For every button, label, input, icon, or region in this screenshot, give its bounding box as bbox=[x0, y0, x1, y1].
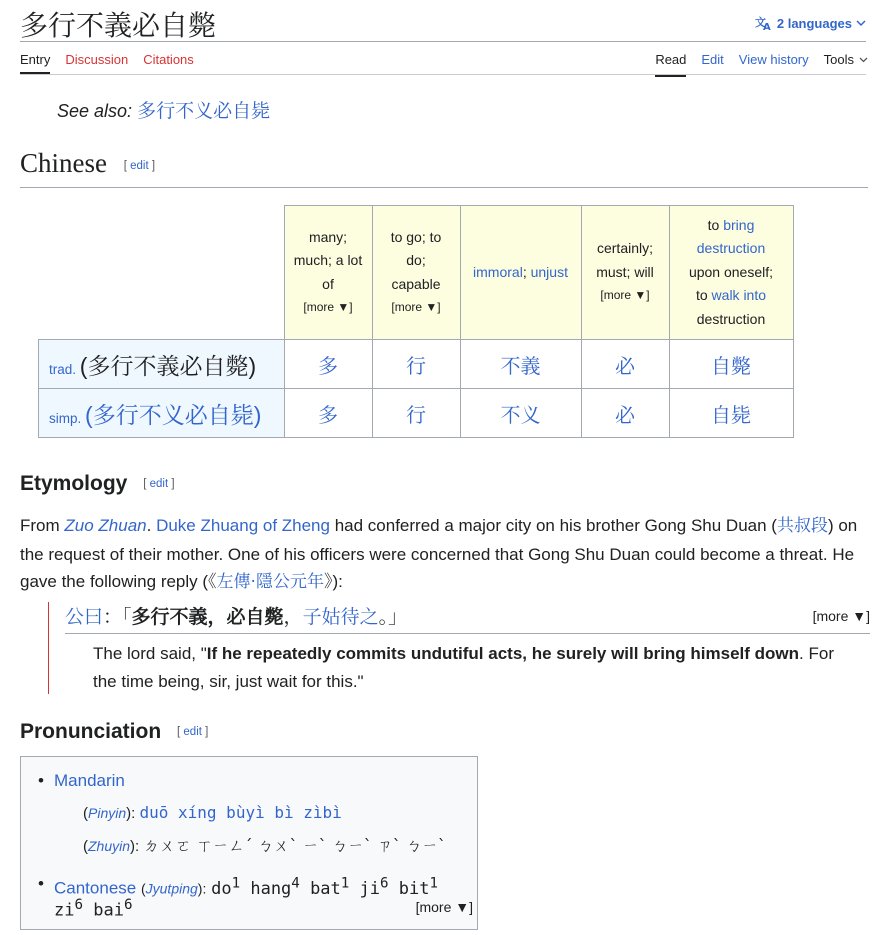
more-toggle[interactable]: [more ▼] bbox=[303, 300, 353, 314]
zhuyin-value: ㄉㄨㄛ ㄒㄧㄥˊ ㄅㄨˋ ㄧˋ ㄅㄧˋ ㄗˋ ㄅㄧˋ bbox=[143, 836, 446, 855]
char-link[interactable]: 自毙 bbox=[669, 389, 793, 438]
source-link[interactable]: 左傳·隱公元年 bbox=[216, 572, 324, 592]
quote-bold: If he repeatedly commits undutiful acts, he surely will bring himself down bbox=[206, 644, 800, 663]
see-also-label: See also: bbox=[57, 101, 133, 121]
quote-translation bbox=[93, 640, 853, 696]
char-link[interactable]: 不义 bbox=[460, 389, 581, 438]
edit-section-link: [ edit ] bbox=[123, 159, 156, 172]
svg-text:文: 文 bbox=[754, 16, 766, 29]
gloss-row bbox=[39, 206, 794, 340]
gloss-separator: ; bbox=[522, 263, 531, 280]
jyutping-label[interactable]: Jyutping bbox=[145, 880, 198, 897]
quote-punct: 。」 bbox=[378, 606, 408, 628]
gloss-pre: to bbox=[707, 216, 724, 233]
mandarin-item bbox=[54, 771, 125, 791]
page-title: 多行不義必自斃 bbox=[20, 9, 217, 42]
quote-text: . For the time being, sir, just wait for this." bbox=[93, 644, 834, 691]
etym-text: ) on the request of their mother. One of his officers were concerned that Gong Shu Duan could become a threat. He gave the following reply ( bbox=[20, 516, 858, 591]
gloss-cell bbox=[460, 206, 581, 340]
tab-edit[interactable]: Edit bbox=[701, 52, 724, 67]
char-link[interactable]: 自斃 bbox=[669, 340, 793, 389]
language-count: 2 languages bbox=[776, 15, 852, 31]
title-divider bbox=[20, 41, 866, 42]
char-link[interactable]: 行 bbox=[372, 340, 460, 389]
translate-icon bbox=[755, 15, 773, 31]
char-link[interactable]: 行 bbox=[372, 389, 460, 438]
simp-label[interactable]: simp. bbox=[49, 410, 82, 426]
tabs-divider bbox=[20, 74, 866, 75]
heading-text: Etymology bbox=[20, 472, 128, 495]
trad-label-cell: trad. (多行不義必自斃) bbox=[39, 340, 285, 389]
jyutping-value-cont: $zi^6$ bai$^6$ bbox=[54, 897, 133, 921]
gloss-text: certainly; must; will bbox=[596, 240, 654, 280]
etym-text: From bbox=[20, 516, 65, 535]
edit-link[interactable]: edit bbox=[130, 159, 149, 172]
more-toggle[interactable]: [more ▼] bbox=[812, 608, 870, 624]
pinyin-value[interactable]: duō xíng bùyì bì zìbì bbox=[139, 803, 342, 822]
char-link[interactable]: 必 bbox=[581, 340, 669, 389]
gloss-cell bbox=[372, 206, 460, 340]
quote-divider bbox=[65, 633, 870, 634]
chevron-down-icon bbox=[856, 19, 866, 27]
gloss-link-walk-into[interactable]: walk into bbox=[711, 287, 767, 304]
tab-citations[interactable]: Citations bbox=[143, 52, 194, 67]
gloss-post: destruction bbox=[696, 310, 766, 327]
jyutping-value: $do^1$ hang$^4$ bat$^1$ $ji^6$ bit$^1$ bbox=[211, 875, 439, 899]
quote-link[interactable]: 公曰 bbox=[65, 606, 104, 628]
section-heading-pronunciation bbox=[20, 720, 208, 744]
gloss-link-bring-destruction[interactable]: bring destruction bbox=[696, 216, 766, 257]
language-selector[interactable] bbox=[755, 15, 866, 31]
etymology-paragraph bbox=[20, 512, 865, 597]
quote-bold: 多行不義，必自斃 bbox=[131, 606, 284, 628]
section-heading-etymology bbox=[20, 472, 175, 496]
gloss-link-immoral[interactable]: immoral bbox=[473, 263, 523, 280]
gloss-text: many; much; a lot of bbox=[293, 228, 363, 292]
gloss-cell bbox=[581, 206, 669, 340]
section-heading-chinese bbox=[20, 148, 155, 179]
zhuyin-label[interactable]: Zhuyin bbox=[88, 838, 131, 854]
table-corner bbox=[39, 206, 285, 340]
trad-row bbox=[39, 340, 794, 389]
gloss-cell bbox=[284, 206, 372, 340]
quote-punct: ：「 bbox=[103, 606, 132, 628]
namespace-tabs bbox=[20, 52, 194, 74]
heading-divider bbox=[20, 187, 868, 188]
bracket: 》 bbox=[323, 572, 333, 592]
edit-link[interactable]: edit bbox=[183, 726, 202, 739]
simp-full[interactable]: 多行不义必自毙 bbox=[92, 402, 254, 429]
edit-section-link: [ edit ] bbox=[143, 478, 175, 491]
quote-text: The lord said, " bbox=[93, 644, 207, 663]
quote-link[interactable]: 子姑待之 bbox=[302, 606, 379, 628]
cantonese-link[interactable]: Cantonese bbox=[54, 878, 137, 898]
svg-text:A: A bbox=[762, 22, 771, 31]
simp-label-cell: simp. (多行不义必自毙) bbox=[39, 389, 285, 438]
heading-text: Pronunciation bbox=[20, 720, 162, 743]
more-toggle[interactable]: [more ▼] bbox=[415, 899, 473, 915]
tab-entry[interactable]: Entry bbox=[20, 52, 50, 74]
gloss-cell bbox=[669, 206, 793, 340]
simp-row bbox=[39, 389, 794, 438]
zhuyin-line: (Zhuyin): ㄉㄨㄛ ㄒㄧㄥˊ ㄅㄨˋ ㄧˋ ㄅㄧˋ ㄗˋ ㄅㄧˋ bbox=[83, 836, 446, 855]
trad-label[interactable]: trad. bbox=[49, 361, 77, 377]
pronunciation-box bbox=[20, 756, 478, 930]
tab-view-history[interactable]: View history bbox=[738, 52, 809, 67]
gloss-mid: upon oneself; to bbox=[688, 263, 774, 304]
see-also-link[interactable]: 多行不义必自毙 bbox=[137, 100, 271, 122]
gong-shu-duan-link[interactable]: 共叔段 bbox=[776, 516, 828, 536]
tab-read[interactable]: Read bbox=[655, 52, 686, 77]
trad-full: 多行不義必自斃 bbox=[87, 353, 249, 380]
gloss-text: to go; to do; capable bbox=[390, 228, 442, 292]
char-link[interactable]: 不義 bbox=[460, 340, 581, 389]
bracket: 《 bbox=[208, 572, 217, 592]
cantonese-item: • Cantonese (Jyutping): $do^1$ hang$^4$ bat$^1$ $ji^6$ bit$^1$ bbox=[54, 870, 464, 903]
gloss-text bbox=[670, 214, 793, 332]
tab-discussion[interactable]: Discussion bbox=[65, 52, 129, 67]
etym-text: . bbox=[146, 516, 157, 535]
pinyin-label[interactable]: Pinyin bbox=[88, 805, 127, 821]
heading-text: Chinese bbox=[20, 148, 107, 178]
more-toggle[interactable]: [more ▼] bbox=[391, 300, 441, 314]
char-link[interactable]: 多 bbox=[284, 340, 372, 389]
tools-label: Tools bbox=[823, 52, 854, 67]
mandarin-link[interactable]: Mandarin bbox=[54, 771, 125, 790]
usage-quote bbox=[48, 602, 870, 694]
see-also bbox=[57, 96, 270, 123]
gloss-link-unjust[interactable]: unjust bbox=[530, 263, 568, 280]
more-toggle[interactable]: [more ▼] bbox=[600, 288, 650, 303]
edit-link[interactable]: edit bbox=[149, 478, 169, 491]
char-link[interactable]: 必 bbox=[581, 389, 669, 438]
char-link[interactable]: 多 bbox=[284, 389, 372, 438]
duke-zhuang-link[interactable]: Duke Zhuang of Zheng bbox=[156, 516, 330, 535]
pinyin-line: (Pinyin): duō xíng bùyì bì zìbì bbox=[83, 803, 342, 822]
quote-punct: ， bbox=[283, 606, 303, 628]
etym-text: ): bbox=[332, 572, 343, 591]
zuo-zhuan-link[interactable]: Zuo Zhuan bbox=[64, 516, 147, 535]
etym-text: had conferred a major city on his brother Gong Shu Duan ( bbox=[329, 516, 777, 535]
edit-section-link: [ edit ] bbox=[177, 726, 209, 739]
character-table bbox=[38, 205, 794, 438]
chevron-down-icon bbox=[859, 56, 868, 64]
quote-chinese bbox=[65, 602, 407, 629]
